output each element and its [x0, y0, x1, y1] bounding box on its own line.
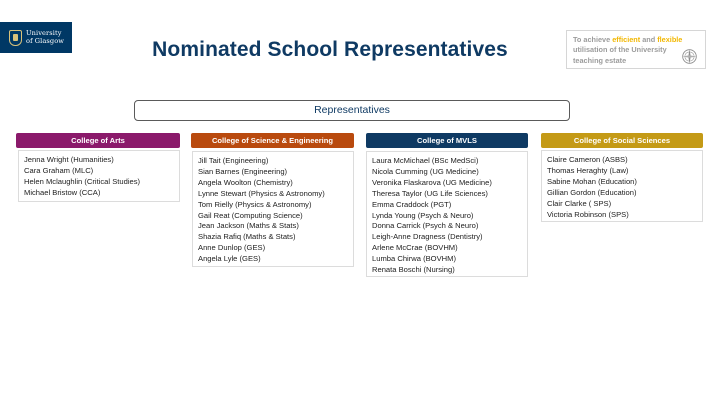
list-item: Clair Clarke ( SPS)	[547, 198, 612, 208]
aim-text	[573, 35, 685, 66]
college-science-engineering-list	[192, 151, 354, 267]
aim-highlight-flexible: flexible	[657, 35, 683, 44]
list-item: Arlene McCrae (BOVHM)	[372, 243, 458, 253]
list-item: Cara Graham (MLC)	[24, 165, 94, 175]
list-item: Sian Barnes (Engineering)	[198, 166, 288, 176]
list-item: Veronika Flaskarova (UG Medicine)	[372, 177, 492, 187]
logo-line-2: of Glasgow	[26, 36, 65, 45]
aim-prefix: To achieve	[573, 35, 613, 44]
compass-icon	[681, 48, 698, 65]
list-item: Nicola Cumming (UG Medicine)	[372, 166, 479, 176]
list-item: Jean Jackson (Maths & Stats)	[198, 221, 299, 231]
list-item: Leigh-Anne Dragness (Dentistry)	[372, 232, 483, 242]
list-item: Lumba Chirwa (BOVHM)	[372, 254, 456, 264]
list-item: Gail Reat (Computing Science)	[198, 210, 303, 220]
list-item: Jill Tait (Engineering)	[198, 156, 269, 165]
aim-suffix: utilisation of the University teaching estate	[573, 45, 667, 65]
college-social-sciences-list	[541, 150, 703, 222]
list-item: Gillian Gordon (Education)	[547, 187, 637, 197]
list-item: Tom Rielly (Physics & Astronomy)	[198, 199, 312, 209]
college-header-arts: College of Arts	[16, 133, 180, 148]
list-item: Lynne Stewart (Physics & Astronomy)	[198, 188, 325, 198]
list-item: Theresa Taylor (UG Life Sciences)	[372, 188, 488, 198]
list-item: Renata Boschi (Nursing)	[372, 265, 455, 275]
list-item: Lynda Young (Psych & Neuro)	[372, 210, 474, 220]
list-item: Emma Craddock (PGT)	[372, 199, 452, 209]
college-arts-list	[18, 150, 180, 202]
list-item: Victoria Robinson (SPS)	[547, 209, 629, 219]
college-header-mvls: College of MVLS	[366, 133, 528, 148]
representatives-heading: Representatives	[134, 100, 570, 121]
list-item: Helen Mclaughlin (Critical Studies)	[24, 176, 141, 186]
college-header-social-sciences: College of Social Sciences	[541, 133, 703, 148]
college-mvls-list	[366, 151, 528, 277]
list-item: Thomas Heraghty (Law)	[547, 165, 629, 175]
list-item: Angela Woolton (Chemistry)	[198, 177, 293, 187]
aim-middle: and	[640, 35, 658, 44]
logo-line-1: University	[26, 29, 62, 38]
list-item: Jenna Wright (Humanities)	[24, 155, 114, 164]
list-item: Michael Bristow (CCA)	[24, 187, 101, 197]
list-item: Anne Dunlop (GES)	[198, 243, 266, 253]
list-item: Sabine Mohan (Education)	[547, 176, 637, 186]
list-item: Shazia Rafiq (Maths & Stats)	[198, 232, 296, 242]
list-item: Donna Carrick (Psych & Neuro)	[372, 221, 479, 231]
list-item: Claire Cameron (ASBS)	[547, 155, 628, 164]
college-header-science-engineering: College of Science & Engineering	[191, 133, 354, 148]
list-item: Laura McMichael (BSc MedSci)	[372, 156, 479, 165]
aim-box	[566, 30, 706, 69]
page-title: Nominated School Representatives	[152, 38, 508, 61]
list-item: Angela Lyle (GES)	[198, 254, 261, 264]
aim-highlight-efficient: efficient	[612, 35, 641, 44]
